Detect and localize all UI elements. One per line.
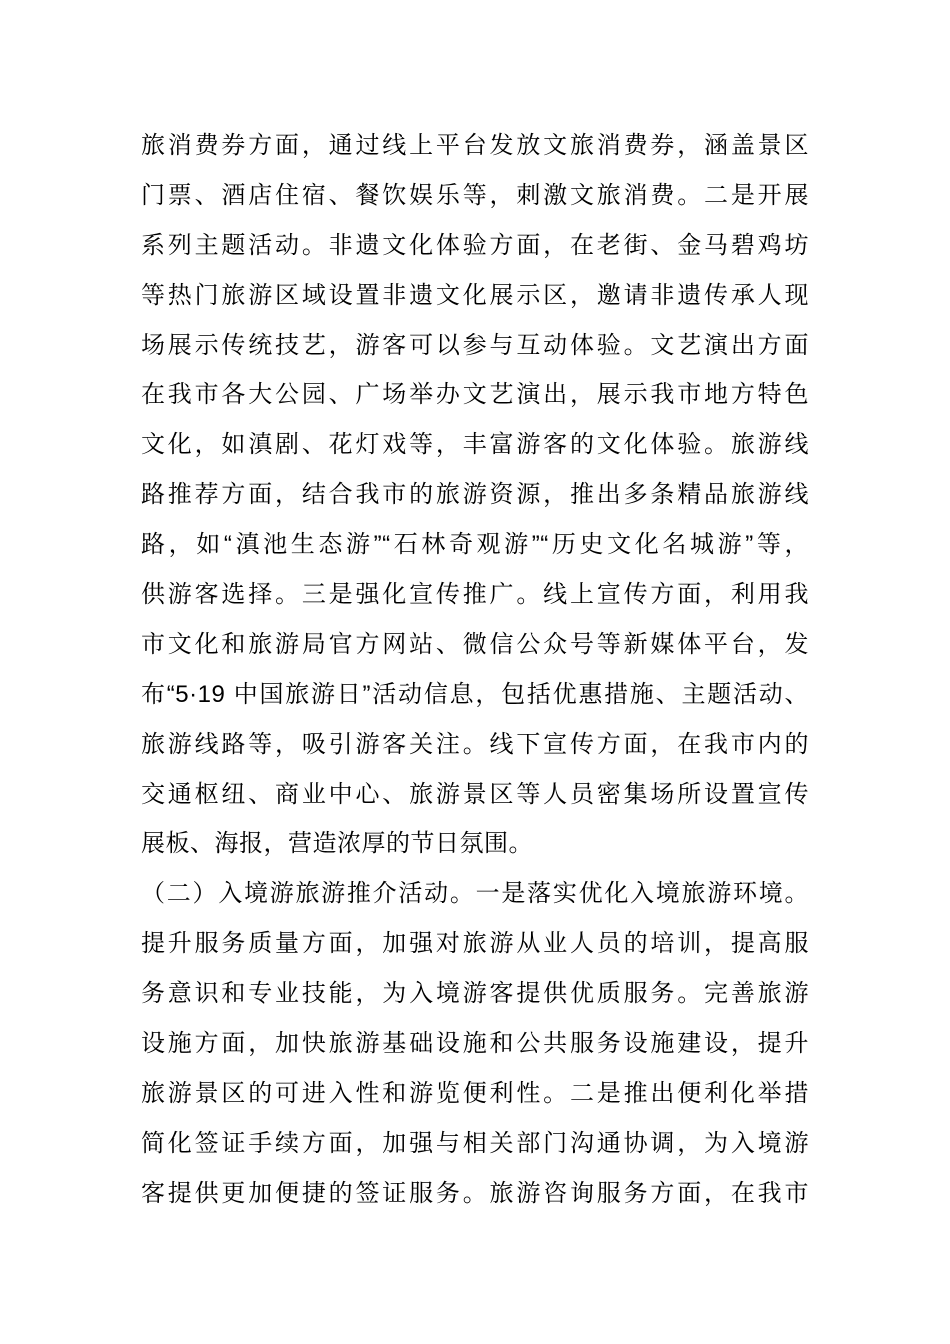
text-line: 交通枢纽、商业中心、旅游景区等人员密集场所设置宣传 bbox=[141, 780, 809, 808]
text-line: 提升服务质量方面，加强对旅游从业人员的培训，提高服 bbox=[141, 930, 809, 958]
text-line: 场展示传统技艺，游客可以参与互动体验。文艺演出方面 bbox=[141, 331, 809, 359]
text-line-paragraph-end: 展板、海报，营造浓厚的节日氛围。 bbox=[141, 830, 533, 858]
text-line: 供游客选择。三是强化宣传推广。线上宣传方面，利用我 bbox=[141, 581, 809, 609]
document-text-block bbox=[141, 121, 809, 1219]
text-line: 客提供更加便捷的签证服务。旅游咨询服务方面，在我市 bbox=[141, 1179, 809, 1207]
text-line: 布“5·19 中国旅游日”活动信息，包括优惠措施、主题活动、 bbox=[141, 680, 809, 708]
text-line: 简化签证手续方面，加强与相关部门沟通协调，为入境游 bbox=[141, 1129, 809, 1157]
text-line: 市文化和旅游局官方网站、微信公众号等新媒体平台，发 bbox=[141, 630, 809, 658]
text-line: 在我市各大公园、广场举办文艺演出，展示我市地方特色 bbox=[141, 381, 809, 409]
text-line: 设施方面，加快旅游基础设施和公共服务设施建设，提升 bbox=[141, 1030, 809, 1058]
text-line: 务意识和专业技能，为入境游客提供优质服务。完善旅游 bbox=[141, 980, 809, 1008]
text-line: 文化，如滇剧、花灯戏等，丰富游客的文化体验。旅游线 bbox=[141, 431, 809, 459]
text-line: （二）入境游旅游推介活动。一是落实优化入境旅游环境。 bbox=[141, 880, 809, 908]
text-line: 路推荐方面，结合我市的旅游资源，推出多条精品旅游线 bbox=[141, 481, 809, 509]
text-line: 门票、酒店住宿、餐饮娱乐等，刺激文旅消费。二是开展 bbox=[141, 181, 809, 209]
text-line: 旅游景区的可进入性和游览便利性。二是推出便利化举措 bbox=[141, 1079, 809, 1107]
text-line: 旅游线路等，吸引游客关注。线下宣传方面，在我市内的 bbox=[141, 730, 809, 758]
text-line: 系列主题活动。非遗文化体验方面，在老街、金马碧鸡坊 bbox=[141, 231, 809, 259]
text-line: 旅消费券方面，通过线上平台发放文旅消费券，涵盖景区 bbox=[141, 132, 809, 159]
text-line: 等热门旅游区域设置非遗文化展示区，邀请非遗传承人现 bbox=[141, 281, 809, 309]
text-line: 路，如“滇池生态游”“石林奇观游”“历史文化名城游”等， bbox=[141, 531, 809, 559]
